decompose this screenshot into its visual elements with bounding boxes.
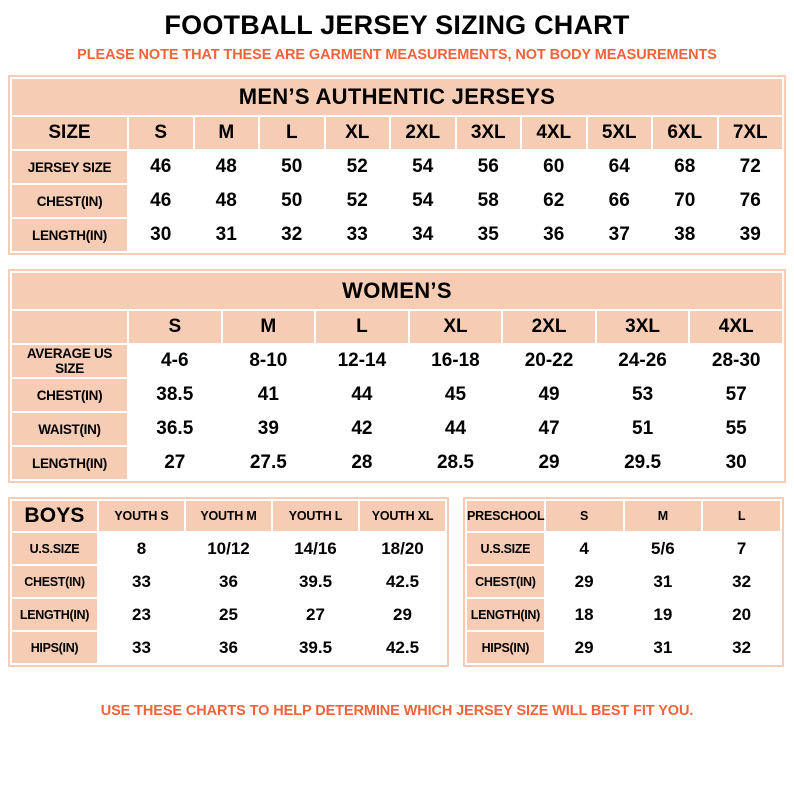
boys-sizing-table <box>10 499 447 665</box>
preschool-cell-0-1: 5/6 <box>624 532 703 565</box>
mens-table-body <box>11 78 783 252</box>
women-cell-0-5: 24-26 <box>596 344 690 378</box>
women-cell-2-5: 51 <box>596 412 690 446</box>
men-cell-2-7: 37 <box>587 218 653 252</box>
boys-cell-0-2: 14/16 <box>272 532 359 565</box>
women-size-header-5: 3XL <box>596 310 690 344</box>
preschool-cell-1-1: 31 <box>624 565 703 598</box>
womens-sizing-table <box>10 271 784 481</box>
men-size-header-8: 6XL <box>652 116 718 150</box>
women-cell-1-5: 53 <box>596 378 690 412</box>
men-cell-2-2: 32 <box>259 218 325 252</box>
preschool-cell-1-0: 29 <box>545 565 624 598</box>
men-cell-2-4: 34 <box>390 218 456 252</box>
preschool-row-label-0: U.S.SIZE <box>466 532 545 565</box>
preschool-cell-2-1: 19 <box>624 598 703 631</box>
men-cell-2-1: 31 <box>194 218 260 252</box>
boys-cell-3-2: 39.5 <box>272 631 359 664</box>
women-row-label-2: WAIST(IN) <box>11 412 128 446</box>
table-row <box>11 378 783 412</box>
boys-row-label-2: LENGTH(IN) <box>11 598 98 631</box>
boys-row-label-1: CHEST(IN) <box>11 565 98 598</box>
women-cell-1-6: 57 <box>689 378 783 412</box>
women-cell-1-1: 41 <box>222 378 316 412</box>
men-size-header-label: SIZE <box>11 116 128 150</box>
women-size-header-4: 2XL <box>502 310 596 344</box>
women-cell-2-0: 36.5 <box>128 412 222 446</box>
women-cell-1-4: 49 <box>502 378 596 412</box>
preschool-row-label-3: HIPS(IN) <box>466 631 545 664</box>
men-cell-1-1: 48 <box>194 184 260 218</box>
womens-header-row <box>11 310 783 344</box>
measurement-note: PLEASE NOTE THAT THESE ARE GARMENT MEASUREMENTS, NOT BODY MEASUREMENTS <box>77 47 717 63</box>
table-row <box>11 446 783 480</box>
women-cell-0-6: 28-30 <box>689 344 783 378</box>
men-size-header-1: M <box>194 116 260 150</box>
boys-row-label-3: HIPS(IN) <box>11 631 98 664</box>
boys-cell-2-3: 29 <box>359 598 446 631</box>
men-row-label-0: JERSEY SIZE <box>11 150 128 184</box>
table-row <box>11 150 783 184</box>
men-cell-0-2: 50 <box>259 150 325 184</box>
men-cell-0-0: 46 <box>128 150 194 184</box>
boys-table-wrapper <box>8 497 449 681</box>
boys-size-header-3: YOUTH XL <box>359 500 446 532</box>
men-cell-0-8: 68 <box>652 150 718 184</box>
men-size-header-7: 5XL <box>587 116 653 150</box>
table-row <box>11 565 446 598</box>
table-row <box>11 532 446 565</box>
women-cell-2-1: 39 <box>222 412 316 446</box>
preschool-table-wrapper <box>463 497 784 681</box>
table-row <box>466 532 781 565</box>
preschool-header-row <box>466 500 781 532</box>
preschool-sizing-table <box>465 499 782 665</box>
preschool-cell-0-2: 7 <box>702 532 781 565</box>
men-cell-0-7: 64 <box>587 150 653 184</box>
men-cell-1-9: 76 <box>718 184 784 218</box>
boys-cell-0-3: 18/20 <box>359 532 446 565</box>
women-cell-3-6: 30 <box>689 446 783 480</box>
preschool-row-label-2: LENGTH(IN) <box>466 598 545 631</box>
women-cell-3-1: 27.5 <box>222 446 316 480</box>
women-cell-0-3: 16-18 <box>409 344 503 378</box>
boys-cell-1-2: 39.5 <box>272 565 359 598</box>
table-row <box>466 565 781 598</box>
women-cell-1-2: 44 <box>315 378 409 412</box>
women-cell-3-3: 28.5 <box>409 446 503 480</box>
mens-banner-row <box>11 78 783 116</box>
men-size-header-3: XL <box>325 116 391 150</box>
boys-cell-1-3: 42.5 <box>359 565 446 598</box>
table-row <box>11 218 783 252</box>
bottom-tables <box>8 497 786 681</box>
boys-cell-3-3: 42.5 <box>359 631 446 664</box>
men-cell-0-3: 52 <box>325 150 391 184</box>
men-cell-2-5: 35 <box>456 218 522 252</box>
men-cell-0-5: 56 <box>456 150 522 184</box>
women-cell-2-6: 55 <box>689 412 783 446</box>
womens-table-body <box>11 272 783 480</box>
men-cell-0-4: 54 <box>390 150 456 184</box>
preschool-cell-1-2: 32 <box>702 565 781 598</box>
table-row <box>11 412 783 446</box>
boys-cell-3-1: 36 <box>185 631 272 664</box>
preschool-cell-2-0: 18 <box>545 598 624 631</box>
women-cell-2-2: 42 <box>315 412 409 446</box>
men-cell-1-7: 66 <box>587 184 653 218</box>
women-cell-0-2: 12-14 <box>315 344 409 378</box>
table-row <box>11 631 446 664</box>
men-size-header-9: 7XL <box>718 116 784 150</box>
women-cell-1-3: 45 <box>409 378 503 412</box>
mens-banner: MEN’S AUTHENTIC JERSEYS <box>11 78 783 116</box>
men-cell-0-9: 72 <box>718 150 784 184</box>
men-row-label-1: CHEST(IN) <box>11 184 128 218</box>
womens-banner-row <box>11 272 783 310</box>
women-size-header-label <box>11 310 128 344</box>
women-row-label-1: CHEST(IN) <box>11 378 128 412</box>
boys-row-label-0: U.S.SIZE <box>11 532 98 565</box>
page-title: FOOTBALL JERSEY SIZING CHART <box>164 10 630 40</box>
boys-header-row <box>11 500 446 532</box>
preschool-size-header-1: M <box>624 500 703 532</box>
preschool-cell-3-2: 32 <box>702 631 781 664</box>
men-size-header-0: S <box>128 116 194 150</box>
footer-note: USE THESE CHARTS TO HELP DETERMINE WHICH JERSEY SIZE WILL BEST FIT YOU. <box>100 703 694 719</box>
womens-banner: WOMEN’S <box>11 272 783 310</box>
table-row <box>466 598 781 631</box>
men-row-label-2: LENGTH(IN) <box>11 218 128 252</box>
women-cell-0-1: 8-10 <box>222 344 316 378</box>
women-cell-3-0: 27 <box>128 446 222 480</box>
men-cell-1-4: 54 <box>390 184 456 218</box>
women-cell-2-4: 47 <box>502 412 596 446</box>
women-cell-0-4: 20-22 <box>502 344 596 378</box>
boys-size-header-2: YOUTH L <box>272 500 359 532</box>
men-cell-0-6: 60 <box>521 150 587 184</box>
preschool-table-body <box>466 500 781 664</box>
boys-cell-2-2: 27 <box>272 598 359 631</box>
boys-size-header-0: YOUTH S <box>98 500 185 532</box>
boys-size-header-label: BOYS <box>11 500 98 532</box>
mens-table-wrapper <box>8 75 786 255</box>
men-cell-1-5: 58 <box>456 184 522 218</box>
women-cell-2-3: 44 <box>409 412 503 446</box>
womens-table-wrapper <box>8 269 786 483</box>
preschool-cell-0-0: 4 <box>545 532 624 565</box>
men-cell-0-1: 48 <box>194 150 260 184</box>
men-size-header-5: 3XL <box>456 116 522 150</box>
table-row <box>11 184 783 218</box>
boys-cell-0-1: 10/12 <box>185 532 272 565</box>
preschool-cell-3-1: 31 <box>624 631 703 664</box>
boys-cell-2-1: 25 <box>185 598 272 631</box>
women-row-label-3: LENGTH(IN) <box>11 446 128 480</box>
table-row <box>11 344 783 378</box>
boys-cell-3-0: 33 <box>98 631 185 664</box>
men-cell-2-6: 36 <box>521 218 587 252</box>
women-size-header-6: 4XL <box>689 310 783 344</box>
preschool-cell-2-2: 20 <box>702 598 781 631</box>
boys-cell-0-0: 8 <box>98 532 185 565</box>
women-size-header-0: S <box>128 310 222 344</box>
men-size-header-4: 2XL <box>390 116 456 150</box>
boys-size-header-1: YOUTH M <box>185 500 272 532</box>
table-row <box>466 631 781 664</box>
men-cell-1-8: 70 <box>652 184 718 218</box>
women-cell-0-0: 4-6 <box>128 344 222 378</box>
men-cell-2-9: 39 <box>718 218 784 252</box>
women-size-header-3: XL <box>409 310 503 344</box>
men-cell-2-8: 38 <box>652 218 718 252</box>
men-cell-2-0: 30 <box>128 218 194 252</box>
men-size-header-6: 4XL <box>521 116 587 150</box>
preschool-cell-3-0: 29 <box>545 631 624 664</box>
women-cell-1-0: 38.5 <box>128 378 222 412</box>
table-row <box>11 598 446 631</box>
preschool-size-header-2: L <box>702 500 781 532</box>
men-cell-1-6: 62 <box>521 184 587 218</box>
boys-table-body <box>11 500 446 664</box>
boys-cell-1-0: 33 <box>98 565 185 598</box>
women-size-header-2: L <box>315 310 409 344</box>
preschool-row-label-1: CHEST(IN) <box>466 565 545 598</box>
men-cell-1-0: 46 <box>128 184 194 218</box>
mens-sizing-table <box>10 77 784 253</box>
women-row-label-0: AVERAGE US SIZE <box>11 344 128 378</box>
women-cell-3-4: 29 <box>502 446 596 480</box>
women-cell-3-2: 28 <box>315 446 409 480</box>
boys-cell-2-0: 23 <box>98 598 185 631</box>
women-size-header-1: M <box>222 310 316 344</box>
preschool-size-header-label: PRESCHOOL <box>466 500 545 532</box>
men-cell-2-3: 33 <box>325 218 391 252</box>
men-cell-1-2: 50 <box>259 184 325 218</box>
men-cell-1-3: 52 <box>325 184 391 218</box>
men-size-header-2: L <box>259 116 325 150</box>
mens-header-row <box>11 116 783 150</box>
boys-cell-1-1: 36 <box>185 565 272 598</box>
women-cell-3-5: 29.5 <box>596 446 690 480</box>
preschool-size-header-0: S <box>545 500 624 532</box>
